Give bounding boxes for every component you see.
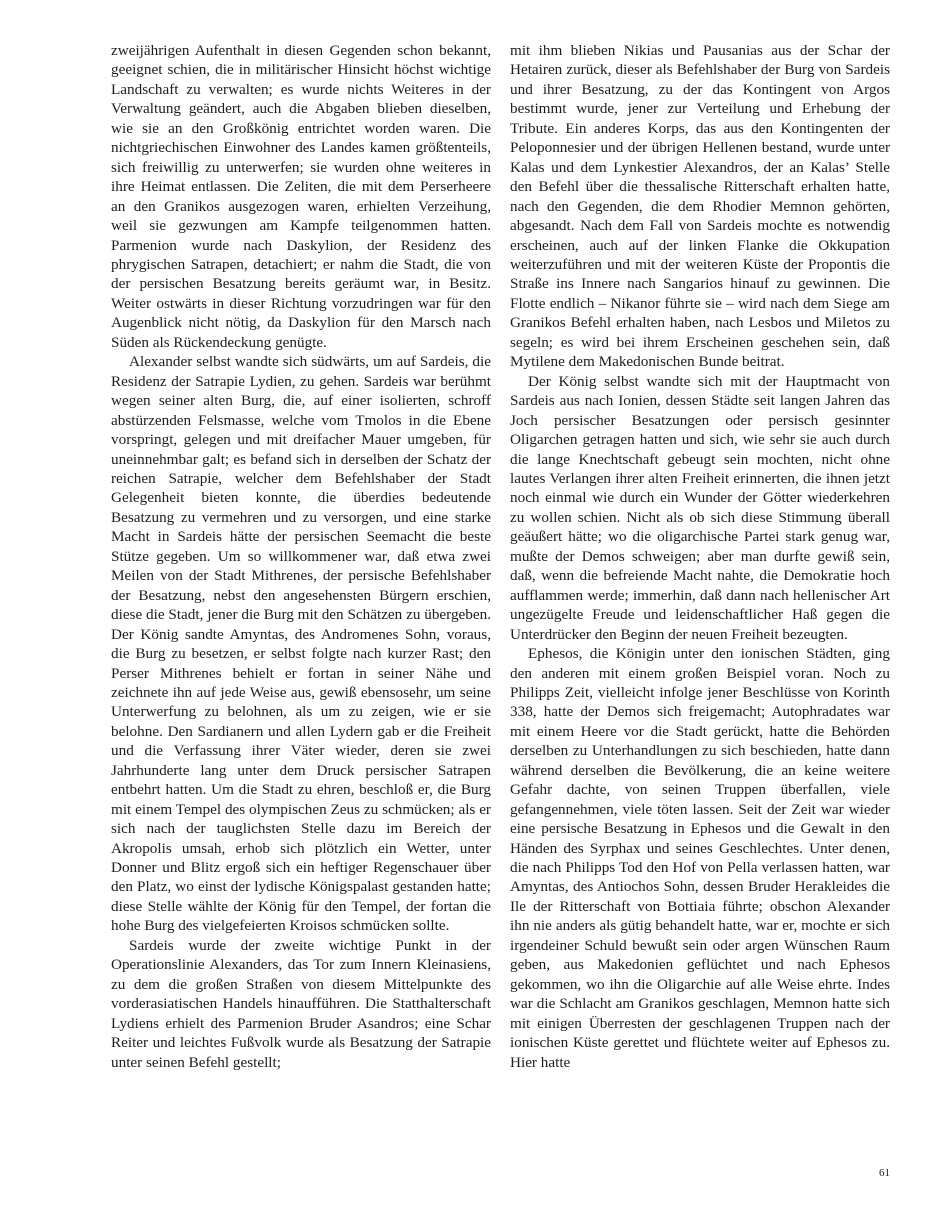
paragraph: Alexander selbst wandte sich südwärts, um auf Sardeis, die Residenz der Satrapie Lydien, zu gehen. Sardeis war berühmt wegen seiner alten Burg, die, auf einer isolierten, schroff abstürzenden Felsmasse, welche vom Tmolos in die Ebene vorspringt, gelegen und mit dreifacher Mauer umgeben, für uneinnehmbar galt; es befand sich in derselben der Schatz der reichen Satrapie, welcher dem Befehlshaber der Stadt Gelegenheit bieten konnte, die überdies bedeutende Besatzung zu vermehren und zu versorgen, und eine starke Macht in Sardeis hätte der persischen Seemacht die beste Stütze gegeben. Um so willkommener war, daß etwa zwei Meilen von der Stadt Mithrenes, der persische Befehlshaber der Besatzung, nebst den angesehensten Bürgern erschien, diese die Stadt, jener die Burg mit den Schätzen zu übergeben. Der König sandte Amyntas, des Andromenes Sohn, voraus, die Burg zu besetzen, er selbst folgte nach kurzer Rast; den Perser Mithrenes behielt er fortan in seiner Nähe und zeichnete ihn auf jede Weise aus, gewiß ebensosehr, um seine Unterwerfung zu belohnen, als um zu zeigen, wie er sie belohne. Den Sardianern und allen Lydern gab er die Freiheit und die Verfassung ihrer Väter wieder, deren sie zwei Jahrhunderte lang unter dem Druck persischer Satrapen entbehrt hatten. Um die Stadt zu ehren, beschloß er, die Burg mit einem Tempel des olympischen Zeus zu schmücken; als er sich nach der tauglichsten Stelle dazu im Bereich der Akropolis umsah, erhob sich plötzlich ein Wetter, unter Donner und Blitz ergoß sich ein heftiger Regenschauer über den Platz, wo einst der lydische Königspalast gestanden hatte; diese Stelle wählte der König für den Tempel, der fortan die hohe Burg des vielgefeierten Kroisos schmücken sollte.: [111, 353, 491, 935]
paragraph: Sardeis wurde der zweite wichtige Punkt in der Operationslinie Alexanders, das Tor zum Innern Kleinasiens, zu dem die großen Straßen von diesem Mittelpunkte des vorderasiatischen Handels hinaufführen. Die Statthalterschaft Lydiens erhielt des Parmenion Bruder Asandros; eine Schar Reiter und leichtes Fußvolk wurde als Besatzung der Satrapie unter seinen Befehl gestellt;: [111, 936, 491, 1071]
page-number: 61: [879, 1167, 890, 1179]
paragraph: Ephesos, die Königin unter den ionischen Städten, ging den anderen mit einem großen Beispiel voran. Noch zu Philipps Zeit, vielleicht infolge jener Beschlüsse von Korinth 338, hatte der Demos sich freigemacht; Autophradates war mit einem Heere vor die Stadt gerückt, hatte die Behörden derselben zu Unterhandlungen zu sich beschieden, hatte dann während derselben die Bevölkerung, die an keine weitere Gefahr dachte, von seinen Truppen überfallen, viele gefangennehmen, viele töten lassen. Seit der Zeit war wieder eine persische Besatzung in Ephesos und die Gewalt in den Händen des Syrphax und seines Geschlechtes. Unter denen, die nach Philipps Tod den Hof von Pella verlassen hatten, war Amyntas, des Antiochos Sohn, dessen Bruder Herakleides die Ile der Ritterschaft von Bottiaia führte; obschon Alexander ihn nie anders als gütig behandelt hatte, war er, mochte er sich irgendeiner Schuld bewußt sein oder argen Wünschen Raum geben, aus Makedonien geflüchtet und nach Ephesos gekommen, wo ihn die Oligarchie auf alle Weise ehrte. Indes war die Schlacht am Granikos geschlagen, Memnon hatte sich mit einigen Überresten der geschlagenen Truppen nach der ionischen Küste gerettet und flüchtete weiter auf Ephesos zu. Hier hatte: [510, 645, 890, 1071]
paragraph: Der König selbst wandte sich mit der Hauptmacht von Sardeis aus nach Ionien, dessen Städte seit langen Jahren das Joch persischer Besatzungen oder persisch gesinnter Oligarchen getragen hatten und sich, wie sehr sie auch durch die lange Knechtschaft gebeugt sein mochten, nicht ohne lautes Verlangen ihrer alten Freiheit erinnerten, die ihnen jetzt noch einmal wie durch ein Wunder der Götter wiederkehren zu wollen schien. Nicht als ob sich diese Stimmung überall geäußert hätte; wo die oligarchische Partei stark genug war, mußte der Demos schweigen; aber man durfte gewiß sein, daß, wenn die befreiende Macht nahte, die Demokratie hoch aufflammen werde; immerhin, daß dann nach hellenischer Art ungezügelte Freude und leidenschaftlicher Haß gegen die Unterdrücker den Beginn der neuen Freiheit bezeugten.: [510, 372, 890, 643]
paragraph: mit ihm blieben Nikias und Pausanias aus der Schar der Hetairen zurück, dieser als Befehlshaber der Burg von Sardeis und ihrer Besatzung, zu der das Kontingent von Argos bestimmt wurde, jener zur Verteilung und Erhebung der Tribute. Ein anderes Korps, das aus den Kontingenten der Peloponnesier und der übrigen Hellenen bestand, wurde unter Kalas und dem Lynkestier Alexandros, der an Kalas’ Stelle den Befehl über die thessalische Ritterschaft erhalten hatte, nach den Gegenden, die dem Rhodier Memnon gehörten, abgesandt. Nach dem Fall von Sardeis mochte es notwendig erscheinen, auch auf der linken Flanke die Okkupation weiterzuführen und mit der weiteren Küste der Propontis die Straße ins Innere nach Sangarios hinauf zu gewinnen. Die Flotte endlich – Nikanor führte sie – wird nach dem Siege am Granikos Befehl erhalten haben, nach Lesbos und Miletos zu segeln; es wird bei ihrem Erscheinen geschehen sein, daß Mytilene dem Makedonischen Bunde beitrat.: [510, 42, 890, 371]
left-column: [111, 41, 491, 1072]
right-column: [510, 41, 890, 1072]
paragraph: zweijährigen Aufenthalt in diesen Gegenden schon bekannt, geeignet schien, die in militärischer Hinsicht höchst wichtige Landschaft zu verwalten; es wurde nichts Weiteres in der Verwaltung geändert, auch die Abgaben blieben dieselben, wie sie an den Großkönig entrichtet worden waren. Die nichtgriechischen Einwohner des Landes kamen größtenteils, sich freiwillig zu unterwerfen; sie wurden ohne weiteres in ihre Heimat entlassen. Die Zeliten, die mit dem Perserheere an den Granikos ausgezogen waren, erhielten Verzeihung, weil sie gezwungen am Kampfe teilgenommen hatten. Parmenion wurde nach Daskylion, der Residenz des phrygischen Satrapen, detachiert; er nahm die Stadt, die von der persischen Besatzung bereits geräumt war, in Besitz. Weiter ostwärts in dieser Richtung vorzudringen war für den Augenblick nicht nötig, da Daskylion für den Marsch nach Süden als Rückendeckung genügte.: [111, 42, 491, 351]
